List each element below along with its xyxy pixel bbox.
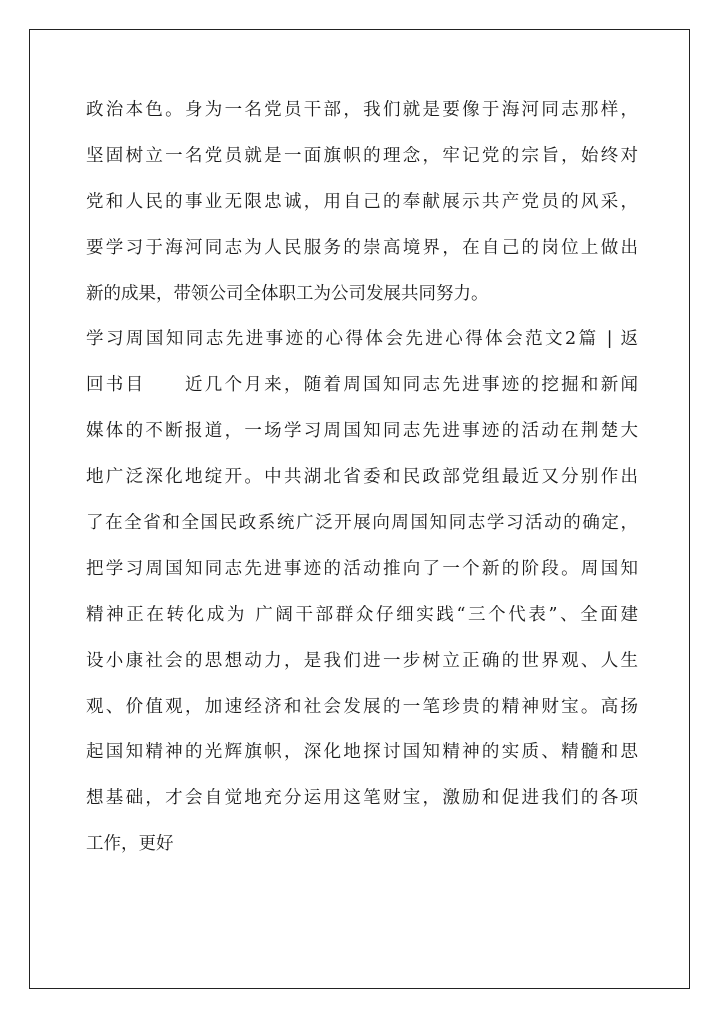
text-line: 地广泛深化地绽开。中共湖北省委和民政部党组最近又分别作出 xyxy=(86,467,638,488)
text-line: 工作，更好 xyxy=(86,834,174,855)
text-line: 设小康社会的思想动力，是我们进一步树立正确的世界观、人生 xyxy=(86,650,638,671)
text-line: 把学习周国知同志先进事迹的活动推向了一个新的阶段。周国知 xyxy=(86,558,638,579)
text-line: 起国知精神的光辉旗帜，深化地探讨国知精神的实质、精髓和思 xyxy=(86,742,638,763)
text-line: 要学习于海河同志为人民服务的崇高境界，在自己的岗位上做出 xyxy=(86,237,638,258)
text-line: 观、价值观，加速经济和社会发展的一笔珍贵的精神财宝。高扬 xyxy=(86,696,638,717)
text-line: 了在全省和全国民政系统广泛开展向周国知同志学习活动的确定， xyxy=(86,513,638,534)
document-body xyxy=(86,88,638,868)
text-line: 新的成果，带领公司全体职工为公司发展共同努力。 xyxy=(86,283,489,304)
text-line: 精神正在转化成为 广阔干部群众仔细实践“三个代表”、全面建 xyxy=(86,604,638,625)
text-line: 媒体的不断报道，一场学习周国知同志先进事迹的活动在荆楚大 xyxy=(86,421,638,442)
section-title-line: 学习周国知同志先进事迹的心得体会先进心得体会范文2篇 | 返 xyxy=(86,329,638,350)
text-line: 回书目 近几个月来，随着周国知同志先进事迹的挖掘和新闻 xyxy=(86,375,638,396)
text-line: 想基础，才会自觉地充分运用这笔财宝，激励和促进我们的各项 xyxy=(86,788,638,809)
text-line: 政治本色。身为一名党员干部，我们就是要像于海河同志那样， xyxy=(86,100,638,120)
text-line: 党和人民的事业无限忠诚，用自己的奉献展示共产党员的风采， xyxy=(86,191,638,212)
text-line: 坚固树立一名党员就是一面旗帜的理念，牢记党的宗旨，始终对 xyxy=(86,145,638,166)
